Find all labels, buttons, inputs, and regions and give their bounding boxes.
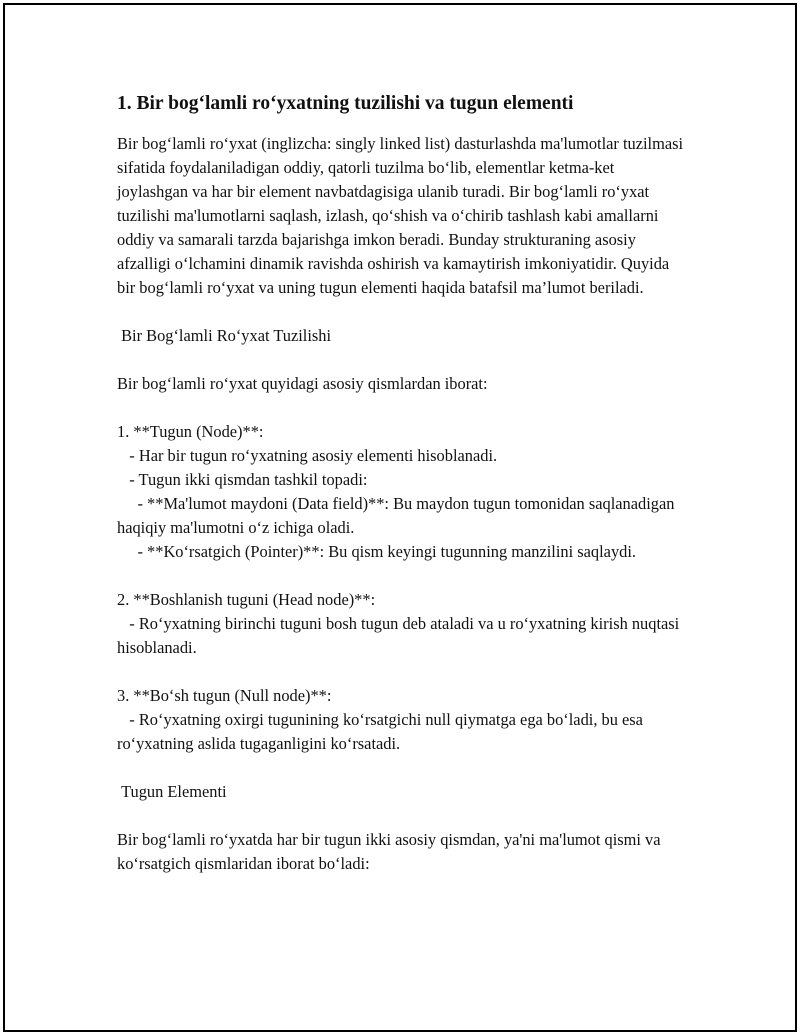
spacer (117, 756, 687, 780)
section-title-structure: Bir Bog‘lamli Ro‘yxat Tuzilishi (117, 326, 332, 345)
list-item-line: - Ro‘yxatning oxirgi tugunining ko‘rsatgichi null qiymatga ega bo‘ladi, bu esa ro‘yxatning aslida tugaganligini ko‘rsatadi. (117, 710, 648, 753)
document-heading: 1. Bir bog‘lamli ro‘yxatning tuzilishi va tugun elementi (117, 93, 574, 114)
section-lead-structure: Bir bog‘lamli ro‘yxat quyidagi asosiy qismlardan iborat: (117, 374, 488, 393)
spacer (117, 804, 687, 828)
intro-paragraph: Bir bog‘lamli ro‘yxat (inglizcha: singly linked list) dasturlashda ma'lumotlar tuzilmasi sifatida foydalaniladigan oddiy, qatorli tuzilma bo‘lib, elementlar ketma-ket joylashgan va har bir element navbatdagisiga ulanib turadi. Bir bog‘lamli ro‘yxat tuzilishi ma'lumotlarni saqlash, izlash, qo‘shish va o‘chirib tashlash kabi amallarni oddiy va samarali tarzda bajarishga imkon beradi. Bunday strukturaning asosiy afzalligi o‘lchamini dinamik ravishda oshirish va kamaytirish imkoniyatidir. Quyida bir bog‘lamli ro‘yxat va uning tugun elementi haqida batafsil ma’lumot beriladi. (117, 134, 684, 297)
list-item-line: - Har bir tugun ro‘yxatning asosiy elementi hisoblanadi. (117, 446, 498, 465)
list-item-title-node: 1. **Tugun (Node)**: (117, 422, 264, 441)
spacer (117, 300, 687, 324)
spacer (117, 660, 687, 684)
spacer (117, 396, 687, 420)
list-subitem-data-field: - **Ma'lumot maydoni (Data field)**: Bu maydon tugun tomonidan saqlanadigan haqiqiy ma'lumotni o‘z ichiga oladi. (117, 494, 679, 537)
list-subitem-pointer: - **Ko‘rsatgich (Pointer)**: Bu qism keyingi tugunning manzilini saqlaydi. (117, 542, 636, 561)
section-title-node-element: Tugun Elementi (117, 782, 227, 801)
list-item-title-null-node: 3. **Bo‘sh tugun (Null node)**: (117, 686, 332, 705)
document-body (117, 90, 687, 876)
spacer (117, 348, 687, 372)
list-item-title-head-node: 2. **Boshlanish tuguni (Head node)**: (117, 590, 376, 609)
section-lead-node-element: Bir bog‘lamli ro‘yxatda har bir tugun ikki asosiy qismdan, ya'ni ma'lumot qismi va ko‘rsatgich qismlaridan iborat bo‘ladi: (117, 830, 661, 873)
list-item-line: - Tugun ikki qismdan tashkil topadi: (117, 470, 368, 489)
list-item-line: - Ro‘yxatning birinchi tuguni bosh tugun deb ataladi va u ro‘yxatning kirish nuqtasi hisoblanadi. (117, 614, 684, 657)
spacer (117, 564, 687, 588)
